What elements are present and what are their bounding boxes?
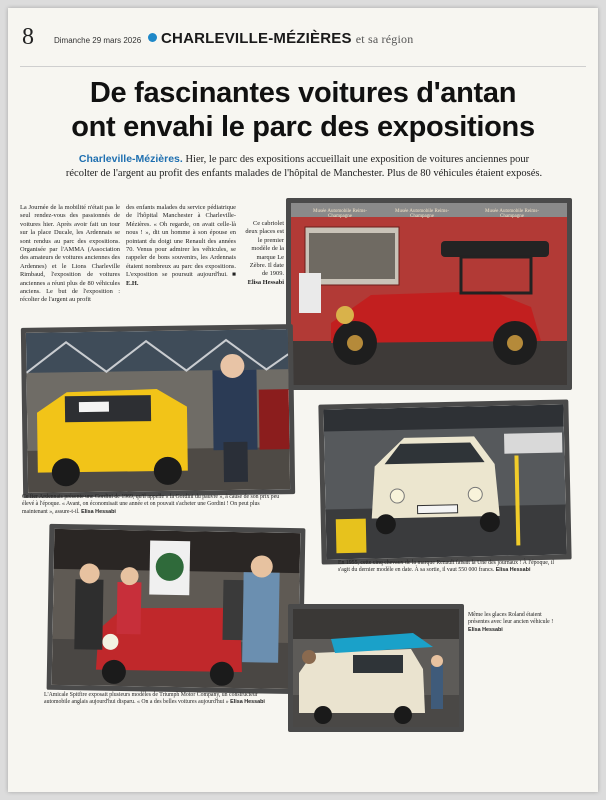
spitfire-image: [52, 529, 301, 689]
photo-red-vintage-car: [286, 198, 572, 390]
yellow-car-image: [26, 329, 290, 493]
caption-van-credit: Elisa Hessabi: [468, 626, 503, 633]
museum-banner-1: Musée Automobile Reims-Champagne: [313, 209, 367, 219]
van-image: [293, 609, 459, 727]
aside-credit: Elisa Hessabi: [247, 278, 284, 286]
article-lede: [64, 152, 544, 181]
lede-dateline: Charleville-Mézières.: [78, 153, 183, 165]
caption-van: [468, 612, 560, 634]
photo-yellow-gordini: [21, 324, 295, 498]
page-number: 8: [22, 24, 34, 50]
body-column-1: La Journée de la mobilité n'était pas le seul rendez-vous des passionnés de voitures hier. Après avoir fait un tour sur la place Ducale, les Ardennais se sont rendus au parc des expositions. Organisée par l'AMMA (Association des amateurs de voitures anciennes des Ardennes) et le Lions Charleville Rimbaud, l'exposition de voitures anciennes a réuni plus de 80 véhicules anciens. Le but de l'exposition : récolter de l'argent au profit: [20, 204, 120, 304]
photo-ice-cream-van: [288, 604, 464, 732]
newspaper-page: [8, 8, 598, 792]
aside-caption: [244, 220, 284, 287]
caption-van-text: Même les glaces Roland étaient présentes avec leur ancien véhicule !: [468, 612, 554, 626]
author-initials: E.H.: [126, 279, 139, 287]
museum-banner-2: Musée Automobile Reims-Champagne: [395, 209, 449, 219]
caption-renault-credit: Elisa Hessabi: [495, 567, 531, 574]
section-subtitle: et sa région: [355, 32, 414, 46]
caption-yellow-text: Ce fier Ardennais présente une Gordini de 1969, qu'il appelle « la Gordini du pauvre », à cause de son prix peu élevé à l'époque. « Avant, on économisait une année et on pouvait s'acheter une Gordini ! On peut plus maintenant », assure-t-il.: [22, 494, 280, 515]
caption-yellow-gordini: [22, 494, 284, 516]
headline-line-1: De fascinantes voitures d'antan: [89, 77, 517, 109]
caption-renault-text: En 1955, cette cinq chevaux de la marque Renault faisait la Une des journaux ! À l'époque, il s'agit du dernier modèle en date. À sa sortie, il vaut 550 000 francs.: [338, 560, 554, 574]
caption-spitfire: [44, 692, 266, 707]
caption-yellow-credit: Elisa Hessabi: [81, 508, 116, 515]
body-column-2: [126, 204, 236, 288]
renault-car-image: [323, 405, 566, 560]
issue-date: Dimanche 29 mars 2026: [54, 36, 142, 45]
article-headline: [18, 76, 588, 144]
section-title: [148, 30, 413, 47]
caption-spitfire-credit: Elisa Hessabi: [230, 699, 265, 706]
photo-triumph-spitfire: [47, 524, 306, 694]
museum-banner-3: Musée Automobile Reims-Champagne: [485, 209, 539, 219]
lede-text: Hier, le parc des expositions accueillait une exposition de voitures anciennes pour récolter de l'argent au profit des enfants malades de l'hôpital de Manchester. Plus de 80 véhicules étaient exposés.: [65, 154, 543, 179]
caption-spitfire-text: L'Amicale Spitfire exposait plusieurs modèles de Triumph Motor Company, un constructeur automobile anglais aujourd'hui disparu. « On a des belles voitures aujourd'hui »: [44, 692, 258, 706]
caption-renault: [338, 560, 560, 575]
red-car-image: [291, 203, 567, 385]
headline-line-2: ont envahi le parc des expositions: [71, 111, 535, 143]
page-header: [20, 26, 586, 67]
aside-text: Ce cabriolet deux places est le premier modèle de la marque Le Zèbre. Il date de 1909.: [245, 220, 284, 278]
section-bullet-icon: [148, 33, 157, 42]
body-column-2-text: des enfants malades du service pédiatrique de l'hôpital Manchester à Charleville-Mézières. « Oh regarde, on avait celle-là nous ! », dit un homme à son épouse en pointant du doigt une Renault des années 70. Venus pour admirer les véhicules, se rappeler de bons souvenirs, les Ardennais étaient nombreux au parc des expositions. L'exposition se poursuit aujourd'hui. ■: [126, 204, 236, 279]
photo-renault: [318, 399, 571, 564]
section-name: CHARLEVILLE-MÉZIÈRES: [161, 30, 352, 47]
